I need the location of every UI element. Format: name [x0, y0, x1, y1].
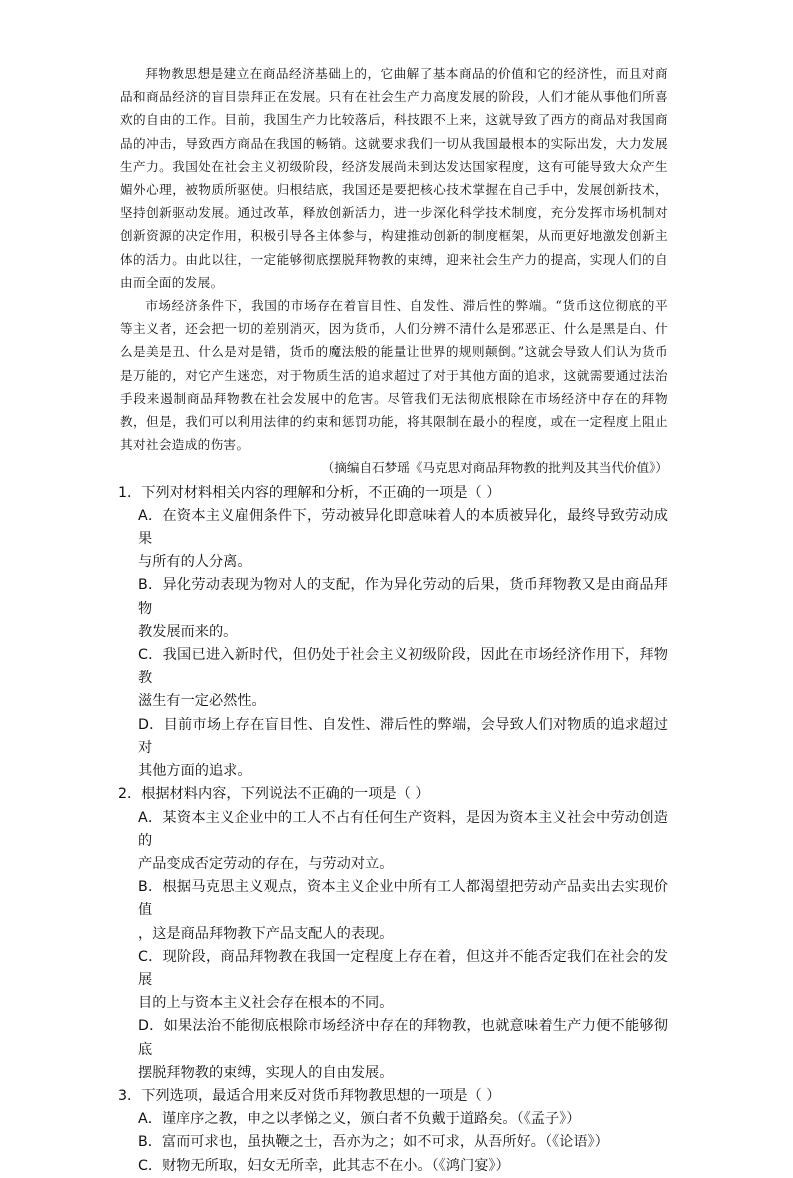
option-text: B．富而可求也，虽执鞭之士，吾亦为之；如不可求，从吾所好。（《论语》）: [138, 1134, 609, 1151]
option-text: A．某资本主义企业中的工人不占有任何生产资料，是因为资本主义社会中劳动创造的: [138, 809, 668, 849]
option-text: D．如果法治不能彻底根除市场经济中存在的拜物教，也就意味着生产力便不能够彻底: [138, 1018, 668, 1058]
passage-source: （摘编自石梦瑶《马克思对商品拜物教的批判及其当代价值》）: [321, 460, 668, 476]
option-b: [120, 574, 668, 644]
question-3: [120, 1085, 668, 1178]
option-text-continued: 产品变成否定劳动的存在，与劳动对立。: [138, 855, 394, 872]
option-text: D．目前市场上存在盲目性、自发性、滞后性的弊端，会导致人们对物质的追求超过对: [138, 716, 668, 756]
option-d: [120, 1015, 668, 1085]
option-text: B．根据马克思主义观点，资本主义企业中所有工人都渴望把劳动产品卖出去实现价值: [138, 879, 668, 919]
option-a: [120, 505, 668, 575]
option-text: C．我国已进入新时代，但仍处于社会主义初级阶段，因此在市场经济作用下，拜物教: [138, 647, 668, 687]
question-1: [120, 482, 668, 784]
option-text: A．在资本主义雇佣条件下，劳动被异化即意味着人的本质被异化，最终导致劳动成果: [138, 507, 668, 548]
option-text: C．财物无所取，妇女无所幸，此其志不在小。（《鸿门宴》）: [138, 1157, 510, 1174]
option-text: C．现阶段，商品拜物教在我国一定程度上存在着，但这并不能否定我们在社会的发展: [138, 948, 668, 988]
option-d: [120, 714, 668, 784]
option-b: [120, 1131, 668, 1154]
option-c: [120, 1155, 668, 1178]
option-text-continued: ，这是商品拜物教下产品支配人的表现。: [138, 925, 394, 942]
option-text-continued: 其他方面的追求。: [138, 763, 252, 780]
option-c: [120, 946, 668, 1016]
option-text: A．谨庠序之教，申之以孝悌之义，颁白者不负戴于道路矣。（《孟子》）: [138, 1111, 581, 1128]
question-2: [120, 783, 668, 1085]
exam-page: [120, 62, 668, 1178]
question-stem: 1．下列对材料相关内容的理解和分析，不正确的一项是（ ）: [118, 484, 501, 501]
option-text-continued: 摆脱拜物教的束缚，实现人的自由发展。: [138, 1064, 394, 1081]
option-text-continued: 教发展而来的。: [138, 623, 238, 640]
question-stem: 2．根据材料内容，下列说法不正确的一项是（ ）: [118, 786, 430, 803]
question-stem: 3．下列选项，最适合用来反对货币拜物教思想的一项是（ ）: [118, 1087, 501, 1104]
option-b: [120, 876, 668, 946]
option-c: [120, 644, 668, 714]
reading-passage: [120, 62, 668, 480]
passage-paragraph-2: 市场经济条件下，我国的市场存在着盲目性、自发性、滞后性的弊端。“货币这位彻底的平等主义者，还会把一切的差别消灭，因为货币，人们分辨不清什么是邪恶正、什么是黑是白、什么是美是丑、什么是对是错，货币的魔法般的能量让世界的规则颠倒。”这就会导致人们认为货币是万能的，对它产生迷恋，对于物质生活的追求超过了对于其他方面的追求，这就需要通过法治手段来遏制商品拜物教在社会发展中的危害。尽管我们无法彻底根除在市场经济中存在的拜物教，但是，我们可以利用法律的约束和惩罚功能，将其限制在最小的程度，或在一定程度上阻止其对社会造成的伤害。: [120, 298, 668, 453]
option-text-continued: 滋生有一定必然性。: [138, 693, 266, 710]
option-a: [120, 1108, 668, 1131]
option-text-continued: 目的上与资本主义社会存在根本的不同。: [138, 995, 394, 1012]
option-text: B．异化劳动表现为物对人的支配，作为异化劳动的后果，货币拜物教又是由商品拜物: [138, 577, 668, 617]
passage-paragraph-1: 拜物教思想是建立在商品经济基础上的，它曲解了基本商品的价值和它的经济性，而且对商品和商品经济的盲目崇拜正在发展。只有在社会生产力高度发展的阶段，人们才能从事他们所喜欢的自由的工作。目前，我国生产力比较落后，科技跟不上来，这就导致了西方的商品对我国商品的冲击，导致西方商品在我国的畅销。这就要求我们一切从我国最根本的实际出发，大力发展生产力。我国处在社会主义初级阶段，经济发展尚未到达发达国家程度，这有可能导致大众产生媚外心理，被物质所驱使。归根结底，我国还是要把核心技术掌握在自己手中，发展创新技术，坚持创新驱动发展。通过改革，释放创新活力，进一步深化科学技术制度，充分发挥市场机制对创新资源的决定作用，积极引导各主体参与，构建推动创新的制度框架，从而更好地激发创新主体的活力。由此以往，一定能够彻底摆脱拜物教的束缚，迎来社会生产力的提高，实现人们的自由而全面的发展。: [120, 66, 668, 290]
option-text-continued: 与所有的人分离。: [138, 554, 252, 571]
option-a: [120, 807, 668, 877]
